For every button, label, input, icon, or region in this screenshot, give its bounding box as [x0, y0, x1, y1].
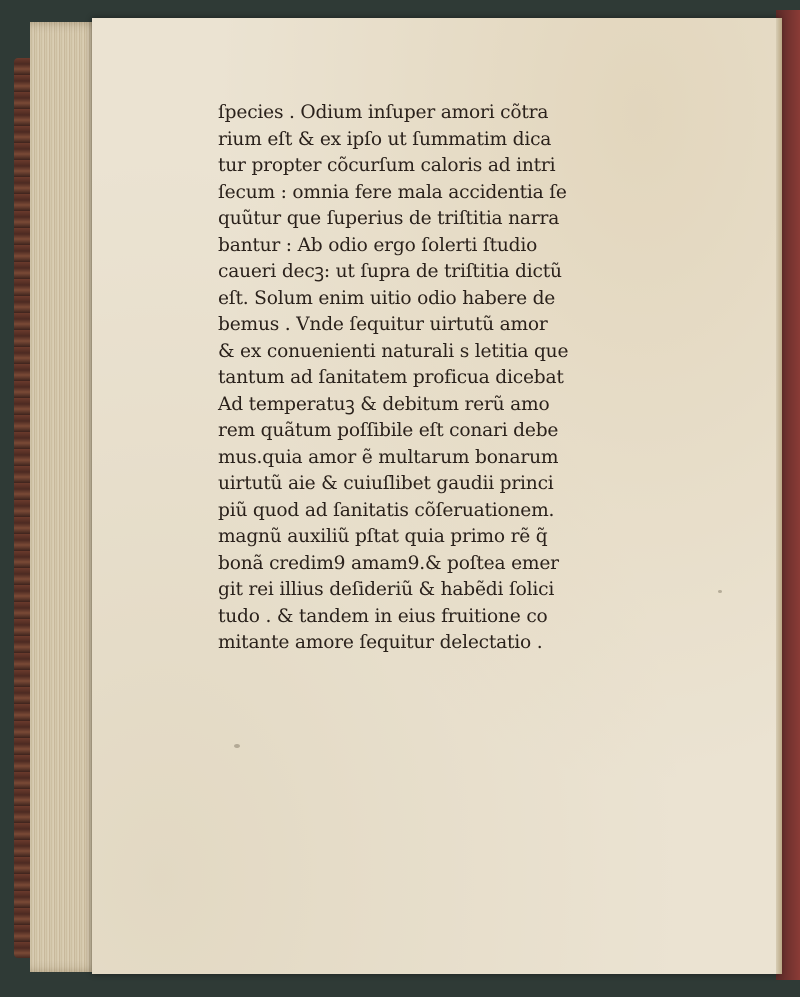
- text-line: tantum ad ſanitatem proficua dicebat: [218, 367, 564, 388]
- text-line: ſpecies . Odium inſuper amori cõtra: [218, 102, 549, 123]
- text-line: mus.quia amor ẽ multarum bonarum: [218, 446, 559, 468]
- text-line: mitante amore ſequitur delectatio .: [218, 632, 543, 653]
- page-right-edge: [776, 18, 782, 974]
- text-line: eſt. Solum enim uitio odio habere de: [218, 287, 556, 309]
- page-text: [218, 100, 688, 657]
- text-line: bemus . Vnde ſequitur uirtutũ amor: [218, 314, 548, 335]
- text-line: magnũ auxiliũ pſtat quia primo rẽ q̃: [218, 526, 548, 547]
- text-line: bonã credim9 amam9.& poſtea emer: [218, 552, 559, 574]
- text-line: rem quãtum poſſibile eſt conari debe: [218, 420, 559, 441]
- text-line: caueri decꝫ: ut ſupra de triſtitia dictũ: [218, 261, 562, 282]
- text-line: tudo . & tandem in eius fruitione co: [218, 605, 548, 627]
- text-line: quũtur que ſuperius de triſtitia narra: [218, 208, 560, 229]
- text-line: rium eſt & ex ipſo ut ſummatim dica: [218, 128, 552, 150]
- paper-blemish: [718, 590, 722, 593]
- text-line: piũ quod ad ſanitatis cõſeruationem.: [218, 499, 555, 521]
- text-line: git rei illius deſideriũ & habẽdi ſolici: [218, 579, 555, 600]
- text-line: uirtutũ aie & cuiuſlibet gaudii princi: [218, 473, 554, 494]
- text-line: ſecum : omnia fere mala accidentia ſe: [218, 181, 567, 203]
- text-line: bantur : Ab odio ergo ſolerti ſtudio: [218, 234, 538, 256]
- paper-blemish: [234, 744, 240, 748]
- text-line: & ex conuenienti naturali s letitia que: [218, 340, 569, 362]
- text-line: tur propter cõcurſum caloris ad intri: [218, 155, 556, 176]
- text-line: Ad temperatuꝫ & debitum rerũ amo: [218, 393, 550, 415]
